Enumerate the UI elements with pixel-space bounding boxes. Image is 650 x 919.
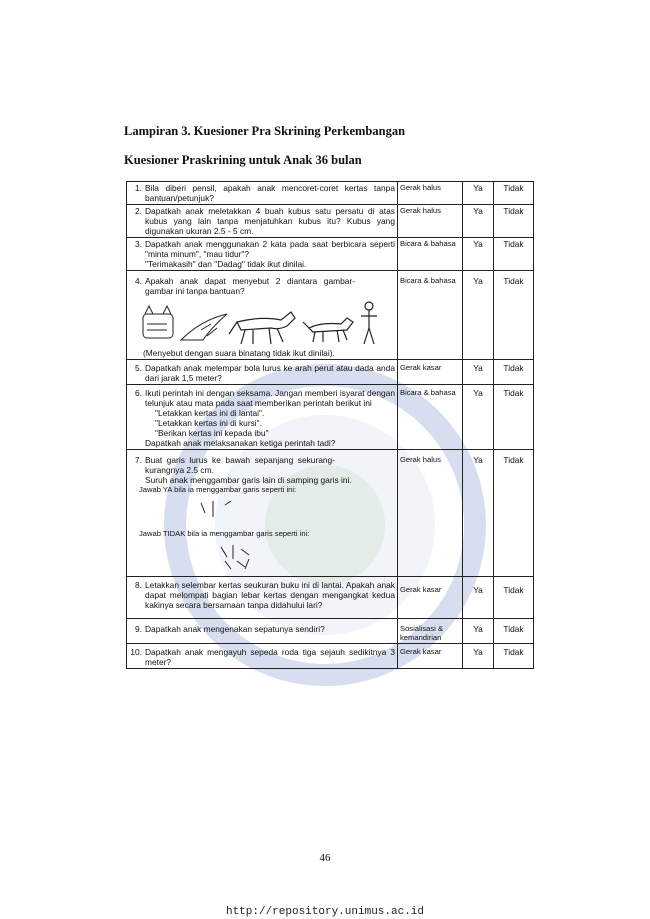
question-number: 4. xyxy=(135,276,142,286)
table-row xyxy=(127,238,534,271)
table-row xyxy=(127,182,534,205)
table-row xyxy=(127,644,534,669)
questionnaire-title: Kuesioner Praskrining untuk Anak 36 bulan xyxy=(124,153,362,167)
answer-ya[interactable]: Ya xyxy=(463,577,494,619)
answer-ya[interactable]: Ya xyxy=(463,238,494,271)
questionnaire-table xyxy=(126,181,534,669)
jawab-tidak-label: Jawab TIDAK bila ia menggambar garis seperti ini: xyxy=(139,529,310,538)
question-number: 1. xyxy=(135,183,142,193)
answer-tidak[interactable]: Tidak xyxy=(494,182,534,205)
domain-cell: Gerak kasar xyxy=(398,644,463,669)
answer-ya[interactable]: Ya xyxy=(463,182,494,205)
question-number: 5. xyxy=(135,363,142,373)
question-text: Dapatkah anak melempar bola lurus ke arah perut atau dada anda dari jarak 1,5 meter? xyxy=(145,363,395,383)
question-text: Dapatkah anak mengenakan sepatunya sendiri? xyxy=(145,624,325,634)
question-number: 7. xyxy=(135,455,142,465)
question-text-2: Suruh anak menggambar garis lain di samping garis ini. xyxy=(145,475,352,485)
table-row xyxy=(127,450,534,577)
question-text: Dapatkah anak mengayuh sepeda roda tiga sejauh sedikitnya 3 meter? xyxy=(145,647,395,667)
answer-tidak[interactable]: Tidak xyxy=(494,271,534,360)
question-text: Dapatkah anak menggunakan 2 kata pada saat berbicara seperti "minta minum", "mau tidur"? xyxy=(145,239,395,259)
repository-url[interactable]: http://repository.unimus.ac.id xyxy=(225,906,425,918)
question-closing: Dapatkah anak melaksanakan ketiga perintah tadi? xyxy=(145,438,336,448)
instruction-line: "Letakkan kertas ini di kursi". xyxy=(155,418,262,428)
answer-ya[interactable]: Ya xyxy=(463,360,494,385)
instruction-line: "Letakkan kertas ini di lantai". xyxy=(155,408,265,418)
table-row xyxy=(127,205,534,238)
answer-tidak[interactable]: Tidak xyxy=(494,360,534,385)
answer-ya[interactable]: Ya xyxy=(463,619,494,644)
answer-ya[interactable]: Ya xyxy=(463,450,494,577)
question-number: 10. xyxy=(130,647,142,657)
answer-tidak[interactable]: Tidak xyxy=(494,205,534,238)
answer-ya[interactable]: Ya xyxy=(463,644,494,669)
question-number: 6. xyxy=(135,388,142,398)
answer-tidak[interactable]: Tidak xyxy=(494,577,534,619)
question-text: Buat garis lurus ke bawah sepanjang sekurang-kurangnya 2.5 cm. xyxy=(145,455,335,475)
question-note: "Terimakasih" dan "Dadag" tidak ikut dinilai. xyxy=(145,259,307,269)
domain-cell: Gerak halus xyxy=(398,450,463,577)
domain-cell: Gerak kasar xyxy=(398,360,463,385)
domain-cell: Gerak halus xyxy=(398,205,463,238)
answer-tidak[interactable]: Tidak xyxy=(494,644,534,669)
instruction-line: "Berikan kertas ini kepada ibu" xyxy=(155,428,269,438)
question-text: Bila diberi pensil, apakah anak mencoret-coret kertas tanpa bantuan/petunjuk? xyxy=(145,183,395,203)
page-number: 46 xyxy=(319,852,331,864)
answer-tidak[interactable]: Tidak xyxy=(494,619,534,644)
question-text: Letakkan selembar kertas seukuran buku ini di lantai. Apakah anak dapat melompati bagian lebar kertas dengan mengangkat kedua kakinya secara bersamaan tanpa didahului lari? xyxy=(145,580,395,610)
domain-cell: Bicara & bahasa xyxy=(398,385,463,450)
table-row xyxy=(127,385,534,450)
question-number: 9. xyxy=(135,624,142,634)
question-number: 2. xyxy=(135,206,142,216)
question-text: Apakah anak dapat menyebut 2 diantara gambar-gambar ini tanpa bantuan? xyxy=(145,276,355,296)
answer-tidak[interactable]: Tidak xyxy=(494,385,534,450)
table-row xyxy=(127,271,534,360)
domain-cell: Gerak halus xyxy=(398,182,463,205)
line-drawing-counterexamples xyxy=(141,543,301,573)
animal-pictures xyxy=(141,300,381,346)
question-caption: (Menyebut dengan suara binatang tidak ikut dinilai). xyxy=(143,348,335,358)
table-row xyxy=(127,577,534,619)
answer-ya[interactable]: Ya xyxy=(463,205,494,238)
jawab-ya-label: Jawab YA bila ia menggambar garis seperti ini: xyxy=(139,485,297,494)
domain-cell: Bicara & bahasa xyxy=(398,271,463,360)
table-row xyxy=(127,619,534,644)
table-row xyxy=(127,360,534,385)
answer-ya[interactable]: Ya xyxy=(463,271,494,360)
question-text: Dapatkah anak meletakkan 4 buah kubus satu persatu di atas kubus yang lain tanpa menjatuhkan kubus itu? Kubus yang digunakan ukuran 2.5 - 5 cm. xyxy=(145,206,395,236)
answer-tidak[interactable]: Tidak xyxy=(494,238,534,271)
domain-cell: Gerak kasar xyxy=(398,577,463,619)
domain-cell: Sosialisasi & kemandirian xyxy=(398,619,463,644)
question-text: Ikuti perintah ini dengan seksama. Jangan memberi isyarat dengan telunjuk atau mata pada saat memberikan perintah berikut ini xyxy=(145,388,395,408)
domain-cell: Bicara & bahasa xyxy=(398,238,463,271)
question-number: 3. xyxy=(135,239,142,249)
question-number: 8. xyxy=(135,580,142,590)
answer-tidak[interactable]: Tidak xyxy=(494,450,534,577)
appendix-title: Lampiran 3. Kuesioner Pra Skrining Perkembangan xyxy=(124,124,406,138)
line-drawing-examples xyxy=(141,499,301,527)
answer-ya[interactable]: Ya xyxy=(463,385,494,450)
